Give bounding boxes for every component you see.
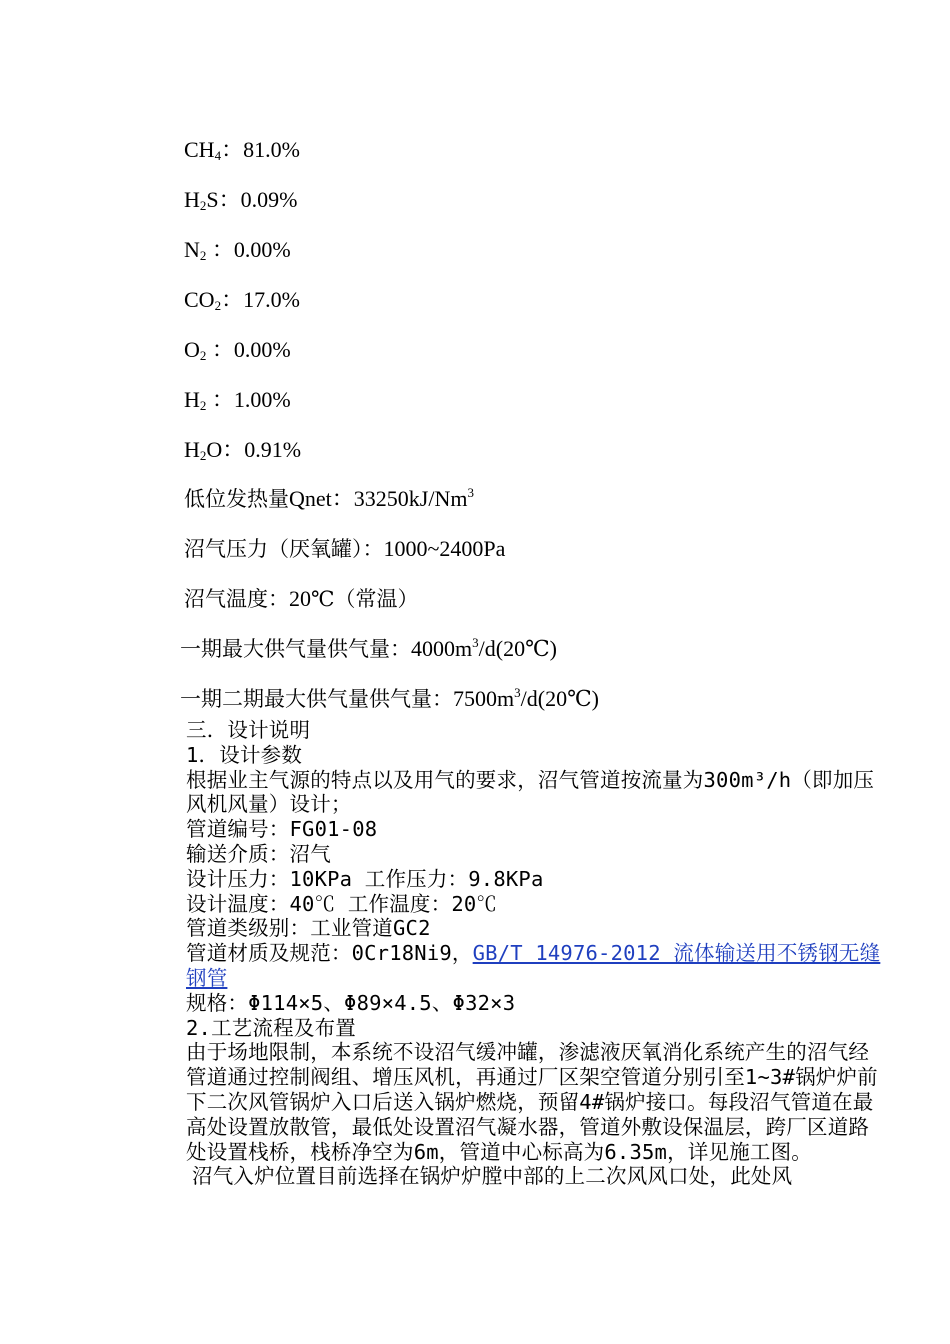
design-temperature: 设计温度：40℃ 工作温度：20℃: [186, 891, 498, 916]
design-description: [145, 718, 885, 1189]
supply-phase1: 一期最大供气量供气量：$4000m^3/d(20℃)$: [180, 635, 557, 661]
design-pressure: 设计压力：10KPa 工作压力：9.8KPa: [186, 866, 544, 891]
paragraph-process: 由于场地限制，本系统不设沼气缓冲罐，渗滤液厌氧消化系统产生的沼气经管道通过控制阀组、增压风机，再通过厂区架空管道分别引至1~3#锅炉炉前下二次风管锅炉入口后送入锅炉燃烧，预留4#锅炉接口。每段沼气管道在最高处设置放散管，最低处设置沼气凝水器，管道外敷设保温层，跨厂区道路处设置栈桥，栈桥净空为6m，管道中心标高为6.35m，详见施工图。: [186, 1040, 878, 1164]
biogas-pressure: 沼气压力（厌氧罐）：1000~2400Pa: [184, 536, 506, 561]
composition-h2s: $H_2S$：0.09%: [184, 187, 298, 213]
subsection-design-params: 1．设计参数: [186, 742, 303, 767]
material-standard-link[interactable]: GB/T 14976-2012 流体输送用不锈钢无缝钢管: [186, 941, 881, 990]
composition-co2: $CO_2$：17.0%: [184, 287, 300, 313]
composition-n2: $N_2$ ：0.00%: [184, 237, 291, 263]
composition-ch4: $CH_4$：81.0%: [184, 137, 300, 163]
pipe-material: [145, 941, 885, 991]
pipe-spec: 规格：Φ114×5、Φ89×4.5、Φ32×3: [186, 990, 516, 1015]
subsection-process: 2.工艺流程及布置: [186, 1015, 356, 1040]
pipe-number: 管道编号：FG01-08: [186, 817, 378, 842]
section-title: 三．设计说明: [186, 718, 311, 742]
material-prefix: 管道材质及规范：0Cr18Ni9，: [186, 941, 473, 966]
biogas-temperature: 沼气温度：20℃（常温）: [184, 586, 419, 611]
transport-medium: 输送介质：沼气: [186, 841, 331, 866]
supply-phase1-2: 一期二期最大供气量供气量：$7500m^3/d(20℃)$: [180, 685, 599, 711]
composition-o2: $O_2$ ：0.00%: [184, 337, 291, 363]
pipe-class: 管道类级别：工业管道GC2: [186, 916, 431, 941]
paragraph-injection: 沼气入炉位置目前选择在锅炉炉膛中部的上二次风风口处，此处风: [192, 1164, 793, 1189]
heat-value: 低位发热量Qnet：33250kJ/Nm$^3$: [184, 485, 474, 511]
composition-h2: $H_2$ ：1.00%: [184, 387, 291, 413]
paragraph-flow: 根据业主气源的特点以及用气的要求，沼气管道按流量为300m³/h（即加压风机风量）设计；: [186, 767, 875, 817]
composition-h2o: $H_2O$：0.91%: [184, 437, 302, 463]
